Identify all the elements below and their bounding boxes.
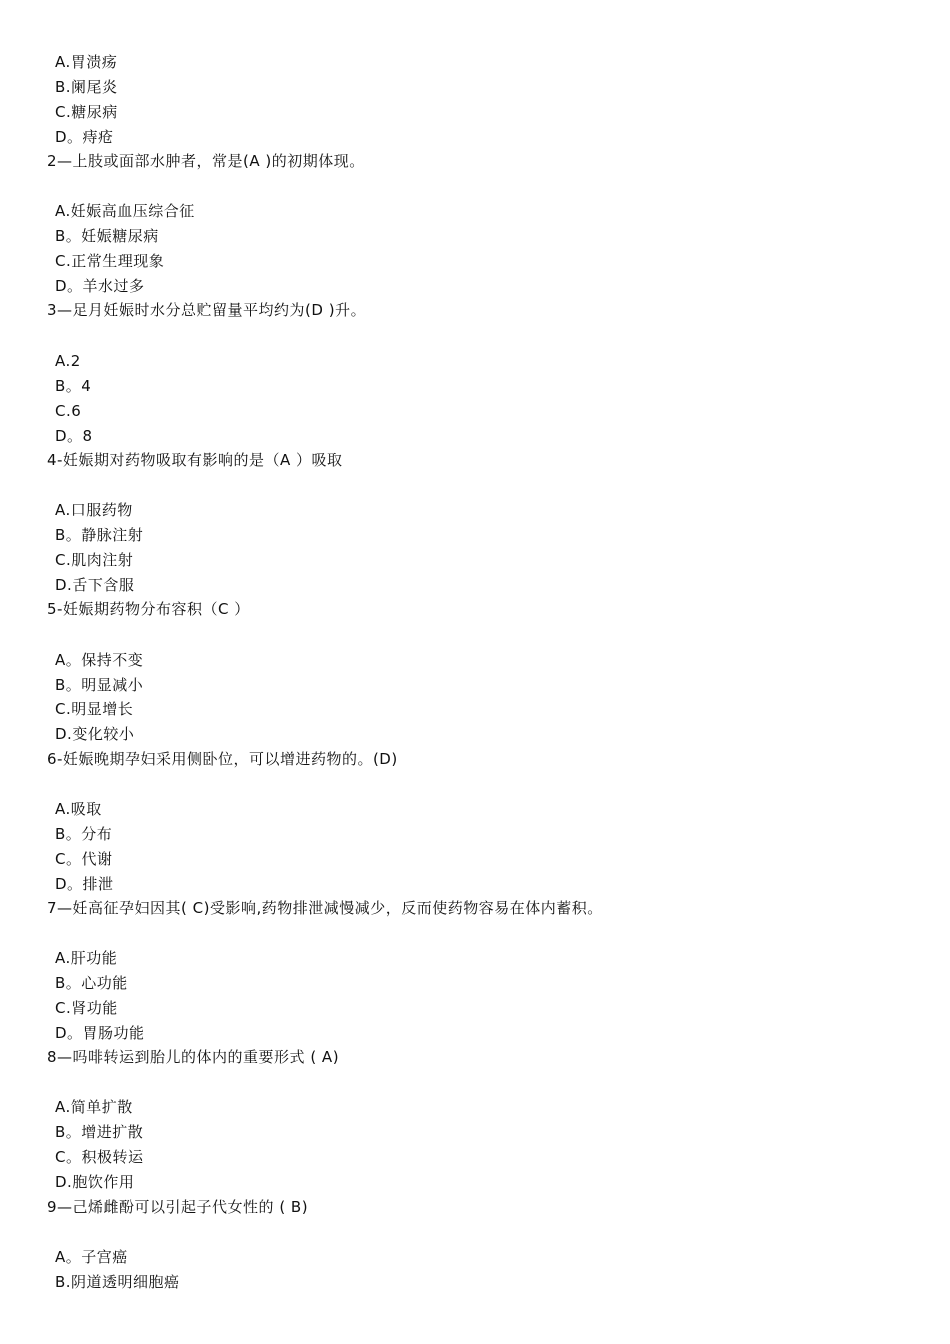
q6-option-d: D。排泄 [55,875,114,893]
q3-option-a: A.2 [55,352,81,370]
q6-option-b: B。分布 [55,825,113,843]
q2-stem: 2—上肢或面部水肿者，常是(A )的初期体现。 [47,152,365,170]
q7-option-c: C.肾功能 [55,999,118,1017]
q8-stem: 8—吗啡转运到胎儿的体内的重要形式 ( A) [47,1048,340,1066]
q3-option-b: B。4 [55,377,92,395]
q8-option-a: A.简单扩散 [55,1098,133,1116]
q4-option-c: C.肌肉注射 [55,551,134,569]
q1-option-c: C.糖尿病 [55,103,118,121]
q1-option-d: D。痔疮 [55,128,114,146]
q4-stem: 4-妊娠期对药物吸取有影响的是（A ）吸取 [47,451,343,469]
q5-option-b: B。明显减小 [55,676,144,694]
q7-option-a: A.肝功能 [55,949,118,967]
q8-option-c: C。积极转运 [55,1148,144,1166]
q7-stem: 7—妊高征孕妇因其( C)受影响,药物排泄减慢减少，反而使药物容易在体内蓄积。 [47,899,603,917]
q7-option-b: B。心功能 [55,974,128,992]
q2-option-b: B。妊娠糖尿病 [55,227,159,245]
q1-option-b: B.阑尾炎 [55,78,118,96]
q2-option-a: A.妊娠高血压综合征 [55,202,195,220]
q8-option-d: D.胞饮作用 [55,1173,135,1191]
q4-option-d: D.舌下含服 [55,576,135,594]
q5-option-d: D.变化较小 [55,725,135,743]
q6-option-a: A.吸取 [55,800,102,818]
q3-option-d: D。8 [55,427,93,445]
q1-option-a: A.胃溃疡 [55,53,118,71]
q2-option-c: C.正常生理现象 [55,252,165,270]
q6-stem: 6-妊娠晚期孕妇采用侧卧位，可以增进药物的。(D) [47,750,398,768]
q5-option-c: C.明显增长 [55,700,134,718]
q3-option-c: C.6 [55,402,82,420]
q2-option-d: D。羊水过多 [55,277,145,295]
q6-option-c: C。代谢 [55,850,113,868]
q4-option-a: A.口服药物 [55,501,133,519]
q5-option-a: A。保持不变 [55,651,144,669]
q9-option-a: A。子宫癌 [55,1248,128,1266]
q4-option-b: B。静脉注射 [55,526,144,544]
q3-stem: 3—足月妊娠时水分总贮留量平均约为(D )升。 [47,301,367,319]
q5-stem: 5-妊娠期药物分布容积（C ） [47,600,250,618]
q8-option-b: B。增进扩散 [55,1123,144,1141]
q9-option-b: B.阴道透明细胞癌 [55,1273,180,1291]
q7-option-d: D。胃肠功能 [55,1024,145,1042]
q9-stem: 9—己烯雌酚可以引起子代女性的 ( B) [47,1198,309,1216]
